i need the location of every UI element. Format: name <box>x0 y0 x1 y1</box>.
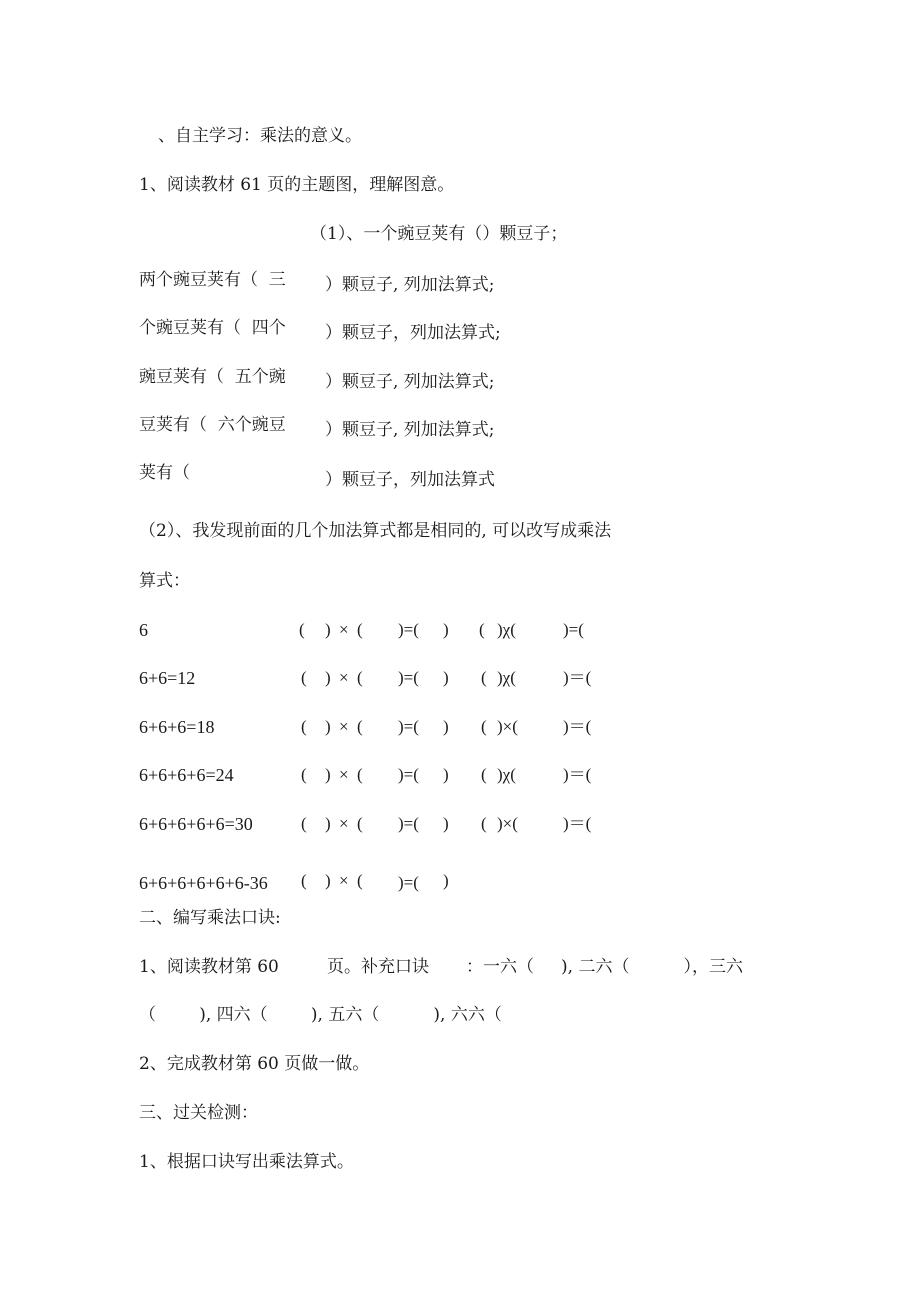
equals-open: )＝( <box>563 668 592 687</box>
times-blank: )χ( <box>497 668 516 687</box>
bean-row-right: ）颗豆子, 列加法算式; <box>325 275 495 295</box>
section1-heading: 、自主学习：乘法的意义。 <box>158 126 362 146</box>
blank-open: ( <box>299 620 305 639</box>
section2-task2: 2、完成教材第 60 页做一做。 <box>139 1054 370 1074</box>
section2-task1-b: 页。补充口诀 <box>327 957 429 977</box>
blank-open: ( <box>481 717 487 736</box>
section3-heading: 三、过关检测： <box>139 1103 258 1123</box>
equals-open: )=( <box>398 717 419 736</box>
blank-close: ) <box>325 717 331 736</box>
blank-open: ( <box>357 871 363 890</box>
blank-open: ( <box>479 620 485 639</box>
blank-open: ( <box>357 765 363 784</box>
blank-open: ( <box>481 814 487 833</box>
times-sign: × <box>339 814 349 833</box>
sum-expression: 6+6+6+6+6+6-36 <box>139 873 268 893</box>
blank-close: ) <box>325 765 331 784</box>
equals-open: )＝( <box>563 765 592 784</box>
times-blank: )χ( <box>497 620 516 639</box>
bean-row-left: 两个豌豆荚有（ 三 <box>139 270 286 290</box>
blank-open: ( <box>357 814 363 833</box>
section3-task1: 1、根据口诀写出乘法算式。 <box>139 1152 354 1172</box>
equals-open: )=( <box>398 620 419 639</box>
blank-close: ) <box>443 814 449 833</box>
times-sign: × <box>339 668 349 687</box>
sum-expression: 6+6+6+6+6=30 <box>139 814 253 834</box>
blank-close: ) <box>325 814 331 833</box>
bean-row-right: ）颗豆子, 列加法算式; <box>325 372 495 392</box>
blank-close: ) <box>443 620 449 639</box>
blank-open: ( <box>301 668 307 687</box>
section2-task1-a: 1、阅读教材第 60 <box>139 957 279 977</box>
equals-open: )=( <box>398 765 419 784</box>
blank-open: ( <box>357 668 363 687</box>
equals-open: )=( <box>398 814 419 833</box>
bean-row-left: 豌豆荚有（ 五个豌 <box>139 367 286 387</box>
times-blank: )×( <box>497 717 518 736</box>
bean-row-right: ）颗豆子，列加法算式 <box>325 470 495 490</box>
blank-close: ) <box>443 765 449 784</box>
blank-open: ( <box>301 814 307 833</box>
bean-row-left: 荚有（ <box>139 463 190 483</box>
blank-open: ( <box>481 765 487 784</box>
times-blank: )χ( <box>497 765 516 784</box>
blank-open: ( <box>301 871 307 890</box>
blank-close: ) <box>325 871 331 890</box>
times-sign: × <box>339 871 349 890</box>
section2-heading: 二、编写乘法口诀: <box>139 908 281 928</box>
sum-expression: 6+6+6+6=24 <box>139 765 234 785</box>
blank-close: ) <box>325 620 331 639</box>
blank-close: ) <box>443 871 449 890</box>
q1-line: （1）、一个豌豆荚有（）颗豆子； <box>310 224 568 244</box>
times-blank: )×( <box>497 814 518 833</box>
section2-task1-line2: （ ), 四六（ ), 五六（ ), 六六（ <box>139 1005 502 1025</box>
blank-open: ( <box>301 765 307 784</box>
times-sign: × <box>339 717 349 736</box>
times-sign: × <box>339 620 349 639</box>
bean-row-right: ）颗豆子, 列加法算式; <box>325 420 495 440</box>
equals-open: )=( <box>398 668 419 687</box>
equals-open: )＝( <box>563 814 592 833</box>
blank-close: ) <box>443 717 449 736</box>
section1-task1: 1、阅读教材 61 页的主题图，理解图意。 <box>139 175 455 195</box>
equals-open: )=( <box>398 873 419 892</box>
equals-open: )=( <box>563 620 584 639</box>
q2-line1: （2）、我发现前面的几个加法算式都是相同的, 可以改写成乘法 <box>139 521 612 541</box>
blank-open: ( <box>481 668 487 687</box>
bean-row-left: 豆荚有（ 六个豌豆 <box>139 415 286 435</box>
blank-open: ( <box>301 717 307 736</box>
blank-open: ( <box>357 717 363 736</box>
section2-task1-c: ：一六（ ), 二六（ ），三六 <box>466 957 743 977</box>
q2-line2: 算式： <box>139 571 190 591</box>
equals-open: )＝( <box>563 717 592 736</box>
blank-close: ) <box>443 668 449 687</box>
times-sign: × <box>339 765 349 784</box>
sum-expression: 6+6+6=18 <box>139 717 215 737</box>
sum-expression: 6+6=12 <box>139 668 196 688</box>
blank-close: ) <box>325 668 331 687</box>
sum-expression: 6 <box>139 620 148 640</box>
blank-open: ( <box>357 620 363 639</box>
bean-row-left: 个豌豆荚有（ 四个 <box>139 318 286 338</box>
bean-row-right: ）颗豆子，列加法算式; <box>325 323 501 343</box>
